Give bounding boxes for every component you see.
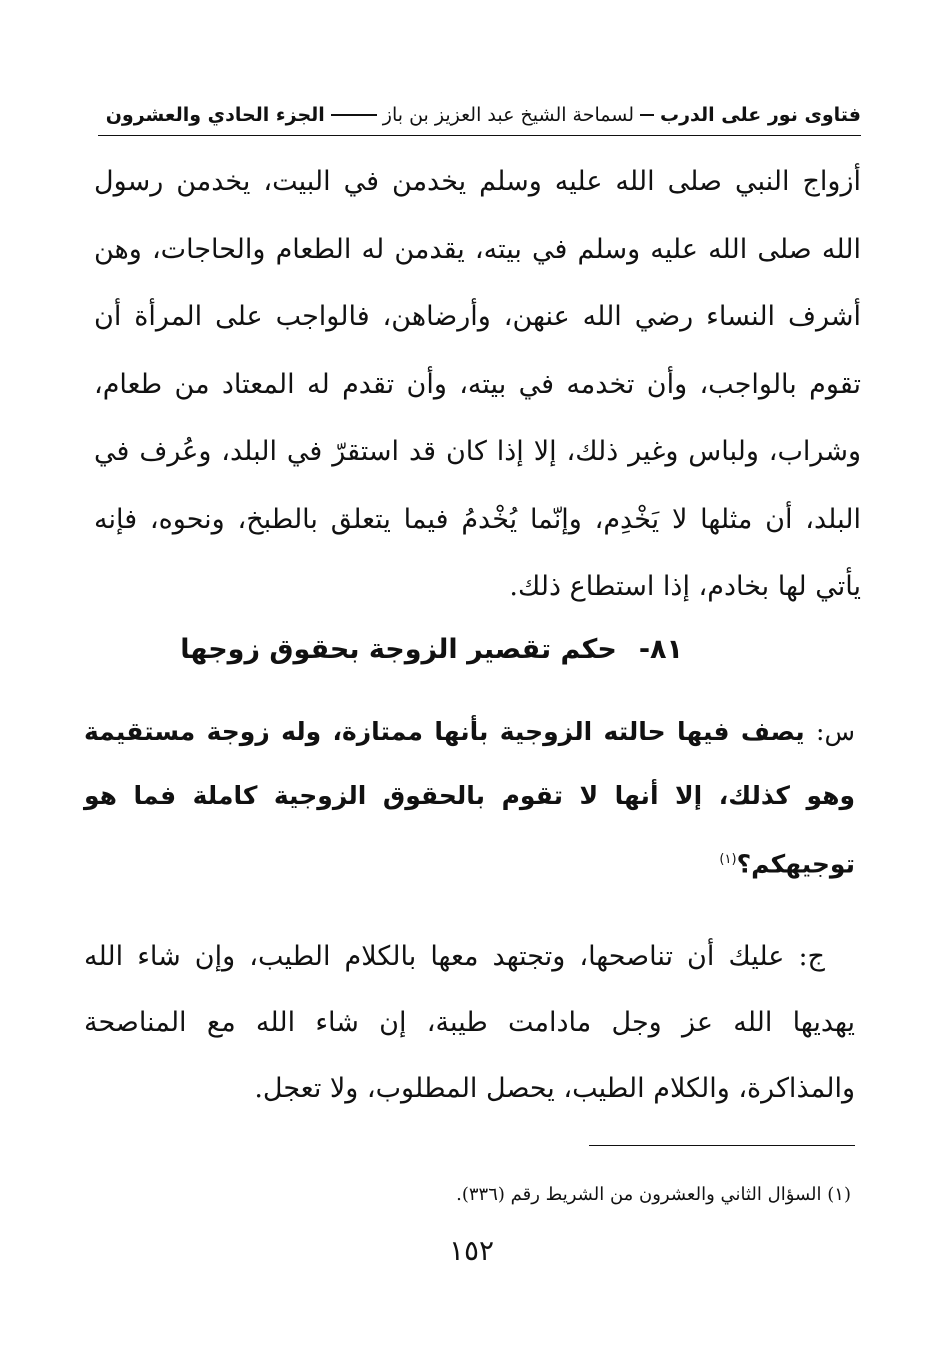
running-header — [98, 98, 861, 132]
footnote: (١) السؤال الثاني والعشرون من الشريط رقم (٣٣٦). — [456, 1184, 851, 1205]
question-block — [84, 700, 855, 896]
header-separator — [640, 114, 654, 116]
header-volume: الجزء الحادي والعشرون — [105, 104, 325, 126]
answer-text: عليك أن تناصحها، وتجتهد معها بالكلام الطيب، وإن شاء الله يهديها الله عز وجل مادامت طيبة، إن شاء الله مع المناصحة والمذاكرة، والكلام الطيب، يحصل المطلوب، ولا تعجل. — [84, 941, 855, 1104]
answer-prefix: ج: — [798, 941, 825, 972]
question-text: يصف فيها حالته الزوجية بأنها ممتازة، وله زوجة مستقيمة وهو كذلك، إلا أنها لا تقوم بالحقوق الزوجية كاملة فما هو توجيهكم؟ — [84, 717, 855, 879]
header-rule — [98, 135, 861, 136]
body-paragraph: أزواج النبي صلى الله عليه وسلم يخدمن في البيت، يخدمن رسول الله صلى الله عليه وسلم في بيته، يقدمن له الطعام والحاجات، وهن أشرف النساء رضي الله عنهن، وأرضاهن، فالواجب على المرأة أن تقوم بالواجب، وأن تخدمه في بيته، وأن تقدم له المعتاد من طعام، وشراب، ولباس وغير ذلك، إلا إذا كان قد استقرّ في البلد، وعُرف في البلد، أن مثلها لا يَخْدِم، وإنّما يُخْدمُ فيما يتعلق بالطبخ، ونحوه، فإنه يأتي لها بخادم، إذا استطاع ذلك. — [94, 166, 862, 602]
question-prefix: س: — [816, 717, 855, 746]
answer-block — [84, 924, 855, 1122]
header-separator-long — [331, 114, 377, 116]
section-heading — [180, 622, 683, 676]
page-number: ١٥٢ — [448, 1234, 495, 1267]
header-book-title: فتاوى نور على الدرب — [660, 104, 861, 126]
footnote-reference: (١) — [719, 852, 737, 867]
section-number: ٨١- — [638, 633, 683, 665]
footnote-divider — [589, 1145, 855, 1146]
section-title: حكم تقصير الزوجة بحقوق زوجها — [180, 633, 617, 665]
header-author: لسماحة الشيخ عبد العزيز بن باز — [382, 104, 634, 126]
